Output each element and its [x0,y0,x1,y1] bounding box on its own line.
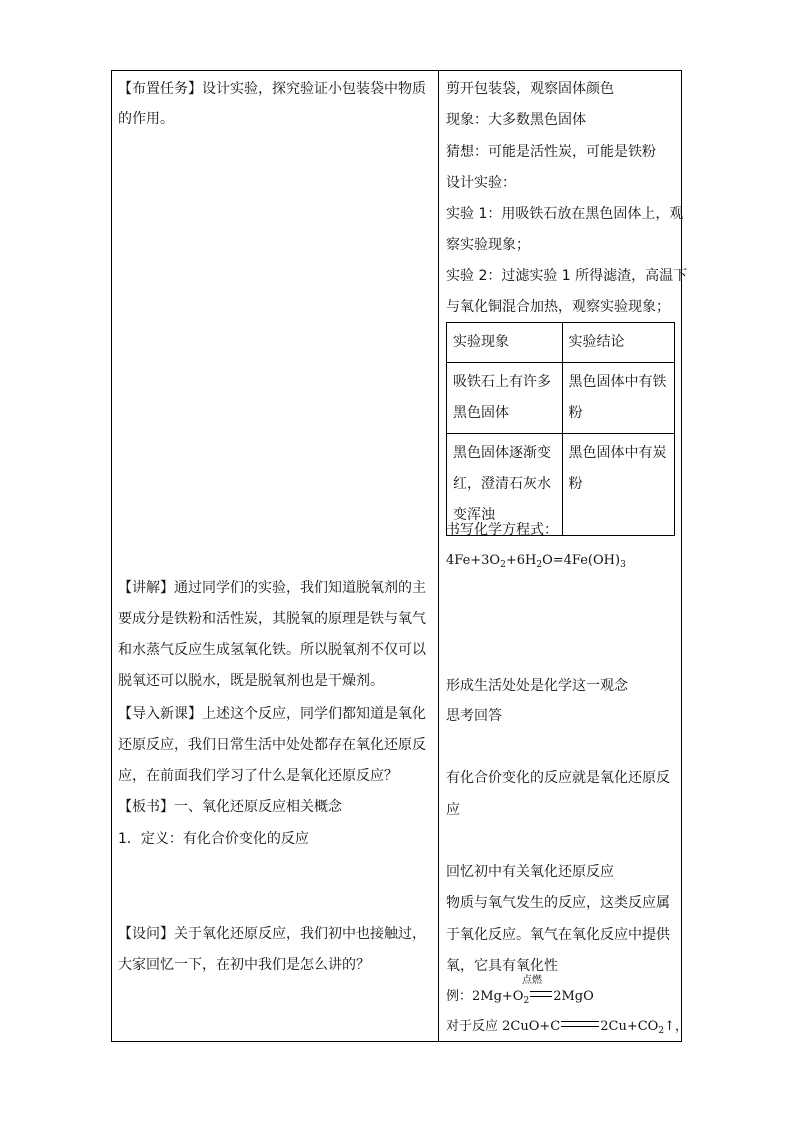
recall-line: 回忆初中有关氧化还原反应 [446,864,614,880]
task-line-2: 的作用。 [118,111,174,127]
board-heading: 【板书】一、氧化还原反应相关概念 [118,799,342,815]
right-line-3: 猜想：可能是活性炭，可能是铁粉 [446,144,656,160]
table-row [447,323,675,363]
example-equation [446,987,594,1007]
eq-part: +6H [505,553,537,568]
cell-conclusion-2: 黑色固体中有炭粉 [562,434,674,536]
explain-line-1: 【讲解】通过同学们的实验，我们知道脱氧剂的主 [118,580,426,596]
question-line-1: 【设问】关于氧化还原反应，我们初中也接触过， [118,926,426,942]
eq-sub: 3 [620,560,626,570]
intro-line-2: 还原反应，我们日常生活中处处都存在氧化还原反 [118,737,426,753]
header-conclusion: 实验结论 [562,323,674,363]
eq-part: 2Cu+CO [600,1019,659,1034]
header-phenomenon: 实验现象 [447,323,563,363]
intro-line-3: 应，在前面我们学习了什么是氧化还原反应？ [118,768,398,784]
cell-conclusion-1: 黑色固体中有铁粉 [562,363,674,434]
eq-part: 4Fe+3O [446,553,501,568]
right-line-8: 与氧化铜混合加热，观察实验现象； [446,299,670,315]
intro-line-1: 【导入新课】上述这个反应，同学们都知道是氧化 [118,706,426,722]
table-row [447,363,675,434]
eq-part: 例：2Mg+O [446,989,524,1004]
task-line-1: 【布置任务】设计实验，探究验证小包装袋中物质 [118,81,426,97]
equals-sign [530,991,552,997]
equation-iron-hydroxide [446,551,626,571]
answer-line-1: 有化合价变化的反应就是氧化还原反 [446,770,670,786]
concept-line: 形成生活处处是化学这一观念 [446,678,628,694]
oxidation-line-3: 氧，它具有氧化性 [446,958,558,974]
eq-part: ↑， [664,1019,688,1034]
eq-sub: 2 [523,996,530,1006]
equals-sign [561,1021,599,1027]
cell-phenomenon-1: 吸铁石上有许多黑色固体 [447,363,563,434]
explain-line-4: 脱氧还可以脱水，既是脱氧剂也是干燥剂。 [118,673,384,689]
oxidation-line-1: 物质与氧气发生的反应，这类反应属 [446,895,670,911]
reaction-condition-ignite: 点燃 [522,975,542,986]
right-line-4: 设计实验： [446,175,516,191]
think-line: 思考回答 [446,708,502,724]
cell-phenomenon-2: 黑色固体逐渐变红，澄清石灰水变浑浊 [447,434,563,536]
oxidation-line-2: 于氧化反应。氧气在氧化反应中提供 [446,927,670,943]
explain-line-2: 要成分是铁粉和活性炭，其脱氧的原理是铁与氧气 [118,611,426,627]
eq-part: 2MgO [553,989,594,1004]
last-equation-line [446,1017,688,1037]
experiment-table [446,322,675,536]
right-line-6: 察实验现象； [446,237,530,253]
eq-part: O=4Fe(OH) [542,553,621,568]
right-line-7: 实验 2：过滤实验 1 所得滤渣，高温下 [446,268,688,284]
answer-line-2: 应 [446,802,460,818]
explain-line-3: 和水蒸气反应生成氢氧化铁。所以脱氧剂不仅可以 [118,642,426,658]
question-line-2: 大家回忆一下，在初中我们是怎么讲的？ [118,957,370,973]
right-line-2: 现象：大多数黑色固体 [446,112,586,128]
equation-title: 书写化学方程式： [446,522,558,538]
right-line-5: 实验 1：用吸铁石放在黑色固体上，观 [446,206,684,222]
eq-part: 对于反应 2CuO+C [446,1019,561,1034]
right-line-1: 剪开包装袋，观察固体颜色 [446,81,614,97]
eq-sub: 2 [658,1026,665,1036]
column-divider [438,70,439,1042]
eq-sub: 2 [536,560,543,570]
definition-line: 1．定义：有化合价变化的反应 [118,831,309,847]
eq-sub: 2 [500,560,506,570]
